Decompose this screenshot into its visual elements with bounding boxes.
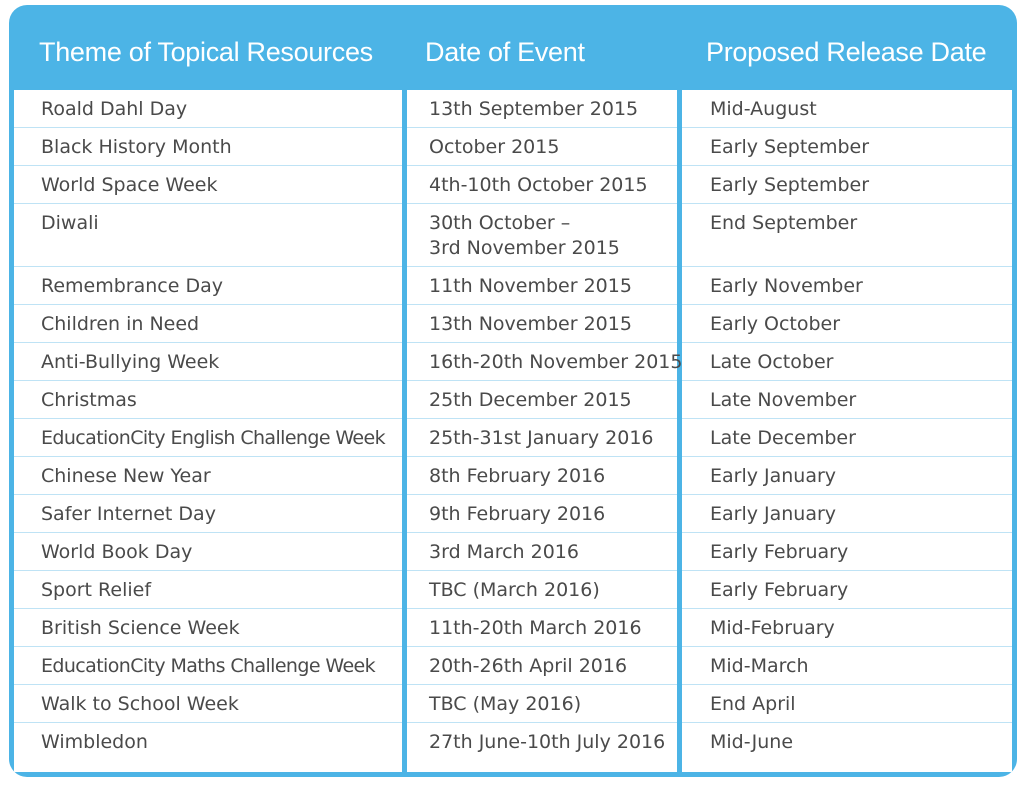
event-date-cell: 4th-10th October 2015 xyxy=(429,174,648,196)
header-release: Proposed Release Date xyxy=(706,37,987,67)
event-date-cell: 20th-26th April 2016 xyxy=(429,655,628,677)
table-row xyxy=(9,457,1017,495)
event-date-cell: 16th-20th November 2015 xyxy=(429,351,683,373)
table-row xyxy=(9,685,1017,723)
theme-cell: British Science Week xyxy=(41,617,240,639)
release-date-cell: Early January xyxy=(710,503,837,525)
event-date-cell: October 2015 xyxy=(429,136,560,158)
release-date-cell: Late December xyxy=(710,427,856,449)
theme-cell: EducationCity English Challenge Week xyxy=(41,427,386,449)
theme-cell: Children in Need xyxy=(41,313,200,335)
table-row xyxy=(9,609,1017,647)
event-date-cell: 25th-31st January 2016 xyxy=(429,427,654,449)
table-row xyxy=(9,419,1017,457)
event-date-cell: 13th November 2015 xyxy=(429,313,632,335)
release-date-cell: Early January xyxy=(710,465,837,487)
table-row xyxy=(9,166,1017,204)
release-date-cell: Mid-August xyxy=(710,98,817,120)
theme-cell: Black History Month xyxy=(41,136,232,158)
theme-cell: Safer Internet Day xyxy=(41,503,216,525)
theme-cell: Anti-Bullying Week xyxy=(41,351,220,373)
table-row xyxy=(9,723,1017,761)
release-date-cell: Mid-June xyxy=(710,731,794,753)
release-date-cell: Early September xyxy=(710,136,870,158)
table-row xyxy=(9,204,1017,267)
release-date-cell: Mid-March xyxy=(710,655,809,677)
theme-cell: Diwali xyxy=(41,212,99,234)
release-date-cell: Early February xyxy=(710,579,849,601)
table-row xyxy=(9,647,1017,685)
release-date-cell: Mid-February xyxy=(710,617,835,639)
theme-cell: Wimbledon xyxy=(41,731,148,753)
table-row xyxy=(9,267,1017,305)
event-date-cell: 25th December 2015 xyxy=(429,389,632,411)
event-date-cell: 9th February 2016 xyxy=(429,503,606,525)
table-row xyxy=(9,128,1017,166)
event-date-cell: 8th February 2016 xyxy=(429,465,606,487)
table-row xyxy=(9,90,1017,128)
event-date-cell: 11th November 2015 xyxy=(429,275,632,297)
theme-cell: World Book Day xyxy=(41,541,193,563)
header-theme: Theme of Topical Resources xyxy=(39,37,373,67)
event-date-cell: 11th-20th March 2016 xyxy=(429,617,642,639)
release-date-cell: Early November xyxy=(710,275,863,297)
theme-cell: Roald Dahl Day xyxy=(41,98,188,120)
table-row xyxy=(9,571,1017,609)
theme-cell: Chinese New Year xyxy=(41,465,211,487)
theme-cell: Walk to School Week xyxy=(41,693,239,715)
header-date: Date of Event xyxy=(425,37,585,67)
release-date-cell: End April xyxy=(710,693,796,715)
event-date-cell: TBC (May 2016) xyxy=(429,693,582,715)
release-date-cell: Early February xyxy=(710,541,849,563)
theme-cell: World Space Week xyxy=(41,174,218,196)
theme-cell: Sport Relief xyxy=(41,579,152,601)
release-date-cell: Early September xyxy=(710,174,870,196)
theme-cell: EducationCity Maths Challenge Week xyxy=(41,655,376,677)
theme-cell: Christmas xyxy=(41,389,137,411)
table-row xyxy=(9,305,1017,343)
release-date-cell: Early October xyxy=(710,313,841,335)
table-row xyxy=(9,495,1017,533)
event-date-cell: 3rd March 2016 xyxy=(429,541,579,563)
theme-cell: Remembrance Day xyxy=(41,275,223,297)
event-date-cell: 30th October – 3rd November 2015 xyxy=(429,212,620,259)
topical-resources-table xyxy=(9,5,1017,777)
release-date-cell: Late November xyxy=(710,389,857,411)
event-date-cell: 27th June-10th July 2016 xyxy=(429,731,666,753)
release-date-cell: Late October xyxy=(710,351,834,373)
table-row xyxy=(9,533,1017,571)
table-row xyxy=(9,343,1017,381)
table-row xyxy=(9,381,1017,419)
event-date-cell: TBC (March 2016) xyxy=(429,579,600,601)
event-date-cell: 13th September 2015 xyxy=(429,98,639,120)
release-date-cell: End September xyxy=(710,212,858,234)
table-header xyxy=(9,5,1017,90)
